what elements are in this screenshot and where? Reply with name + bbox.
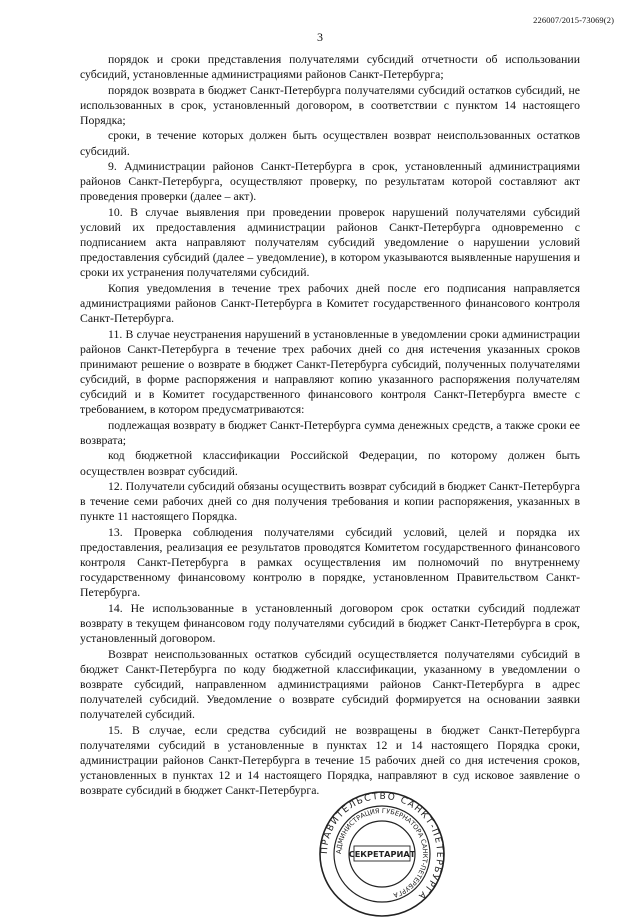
paragraph: порядок и сроки представления получателями субсидий отчетности об использовании субсидий, установленные администрациями районов Санкт-Петербурга; xyxy=(80,53,580,82)
paragraph: 12. Получатели субсидий обязаны осуществить возврат субсидий в бюджет Санкт-Петербурга в течение семи рабочих дней со дня получения требования и копии распоряжения, указанных в пункте 11 настоящего Порядка. xyxy=(80,480,581,524)
paragraph: порядок возврата в бюджет Санкт-Петербурга получателями субсидий остатков субсидий, не использованных в срок, установленный договором, в соответствии с пунктом 14 настоящего Порядка; xyxy=(80,83,580,127)
paragraph: 10. В случае выявления при проведении проверок нарушений получателями субсидий условий их предоставления администрации районов Санкт-Петербурга одновременно с подписанием акта направляют получателям субсидий уведомление о нарушении условий предоставления субсидий (далее – уведомление), в котором указываются выявленные нарушения и сроки их устранения получателями субсидий. xyxy=(80,205,580,280)
paragraph: 15. В случае, если средства субсидий не возвращены в бюджет Санкт-Петербурга получателями субсидий в установленные в пунктах 12 и 14 настоящего Порядка сроки, администрации районов Санкт-Петербурга в течение 15 рабочих дней со дня истечения сроков, установленных в пунктах 12 и 14 настоящего Порядка, направляют в суд исковое заявление о возврате субсидий в бюджет Санкт-Петербурга. xyxy=(80,723,580,797)
paragraph: 13. Проверка соблюдения получателями субсидий условий, целей и порядка их предоставления, реализация ее результатов проводятся Комитетом государственного финансового контроля Санкт-Петербурга в рамках осуществления им полномочий по внутреннему государственному финансовому контролю в порядке, установленном Правительством Санкт-Петербурга. xyxy=(80,525,580,600)
secretariat-stamp xyxy=(318,790,446,918)
paragraph: Копия уведомления в течение трех рабочих дней после его подписания направляется администрациями районов Санкт-Петербурга в Комитет государственного финансового контроля Санкт-Петербурга. xyxy=(80,281,580,326)
paragraph: 14. Не использованные в установленный договором срок остатки субсидий подлежат возврату в текущем финансовом году получателями субсидий в бюджет Санкт-Петербурга в срок, установленный договором. xyxy=(80,601,580,646)
document-body xyxy=(80,52,580,799)
stamp-outer-text: АДМИНИСТРАЦИЯ ГУБЕРНАТОРА САНКТ-ПЕТЕРБУРГА xyxy=(334,806,430,900)
paragraph: код бюджетной классификации Российской Федерации, по которому должен быть осуществлен возврат субсидий. xyxy=(80,449,580,478)
paragraph: подлежащая возврату в бюджет Санкт-Петербурга сумма денежных средств, а также сроки ее возврата; xyxy=(80,418,580,447)
paragraph: Возврат неиспользованных остатков субсидий осуществляется получателями субсидий в бюджет Санкт-Петербурга по коду бюджетной классификации, указанному в уведомлении о возврате субсидий, направленном администрациями районов Санкт-Петербурга в адрес получателей субсидий. Уведомление о возврате субсидий формируется на основании заявки получателей субсидий. xyxy=(80,647,580,722)
paragraph: 11. В случае неустранения нарушений в установленные в уведомлении сроки администрации районов Санкт-Петербурга в течение трех рабочих дней со дня истечения указанных сроков принимают решение о возврате в бюджет Санкт-Петербурга субсидий, полученных получателями субсидий, в форме распоряжения и направляют копию указанного распоряжения получателям субсидий и в Комитет государственного финансового контроля Санкт-Петербурга вместе с требованием, в котором предусматриваются: xyxy=(80,327,580,417)
stamp-ring-text: ПРАВИТЕЛЬСТВО САНКТ-ПЕТЕРБУРГА xyxy=(319,791,445,902)
paragraph: 9. Администрации районов Санкт-Петербурга в срок, установленный администрациями районов Санкт-Петербурга, осуществляют проверку, по результатам которой составляют акт проведения проверки (далее – акт). xyxy=(80,160,580,204)
paragraph: сроки, в течение которых должен быть осуществлен возврат неиспользованных остатков субсидий. xyxy=(80,129,580,158)
stamp-center-text: СЕКРЕТАРИАТ xyxy=(348,849,416,859)
document-code: 226007/2015-73069(2) xyxy=(533,15,614,25)
page-number: 3 xyxy=(317,30,323,44)
